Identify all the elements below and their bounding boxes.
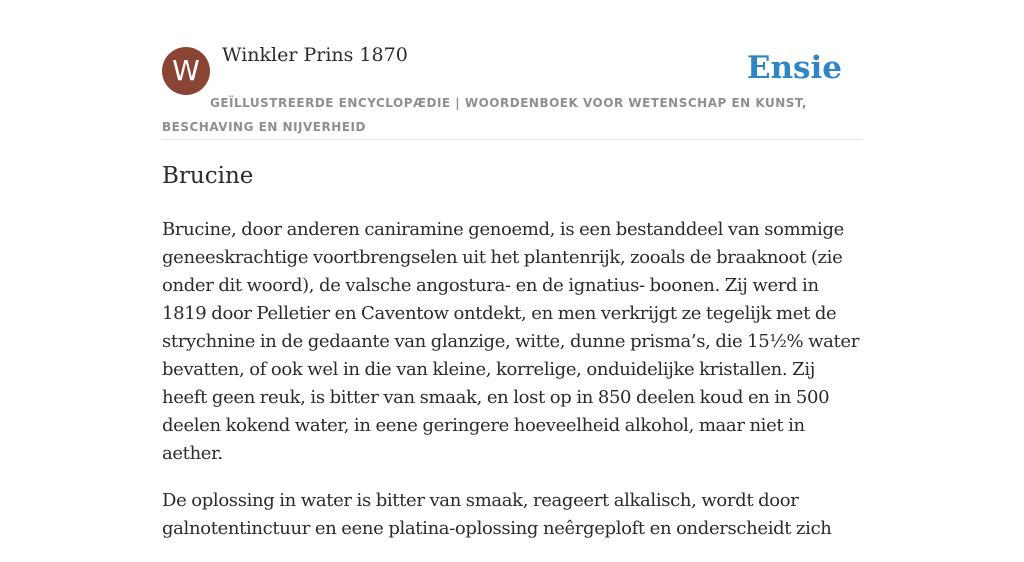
header-divider bbox=[162, 139, 862, 140]
article-paragraph: De oplossing in water is bitter van smaak, reageert alkalisch, wordt door galnotentinctuur en eene platina-oplossing neêrgeploft en onderscheidt zich bbox=[162, 490, 832, 539]
article-title: Brucine bbox=[162, 163, 254, 189]
site-title[interactable]: Winkler Prins 1870 bbox=[222, 44, 408, 66]
article-paragraph: Brucine, door anderen caniramine genoemd, is een bestanddeel van sommige geneeskrachtige voortbrengselen uit het plantenrijk, zooals de braaknoot (zie onder dit woord), de valsche angostura- en de ignatius- boonen. Zij werd in 1819 door Pelletier en Caventow ontdekt, en men verkrijgt ze tegelijk met de strychnine in de gedaante van glanzige, witte, dunne prisma’s, die 15½% water bevatten, of ook wel in die van kleine, korrelige, onduidelijke kristallen. Zij heeft geen reuk, is bitter van smaak, en lost op in 850 deelen koud en in 500 deelen kokend water, in eene geringere hoeveelheid alkohol, maar niet in aether. bbox=[162, 219, 859, 464]
avatar[interactable]: W bbox=[162, 47, 210, 95]
article-body bbox=[162, 216, 862, 562]
ensie-logo[interactable]: Ensie bbox=[746, 50, 842, 86]
site-subtitle: GEÏLLUSTREERDE ENCYCLOPÆDIE | WOORDENBOEK VOOR WETENSCHAP EN KUNST, BESCHAVING EN NIJVERHEID bbox=[162, 96, 807, 134]
